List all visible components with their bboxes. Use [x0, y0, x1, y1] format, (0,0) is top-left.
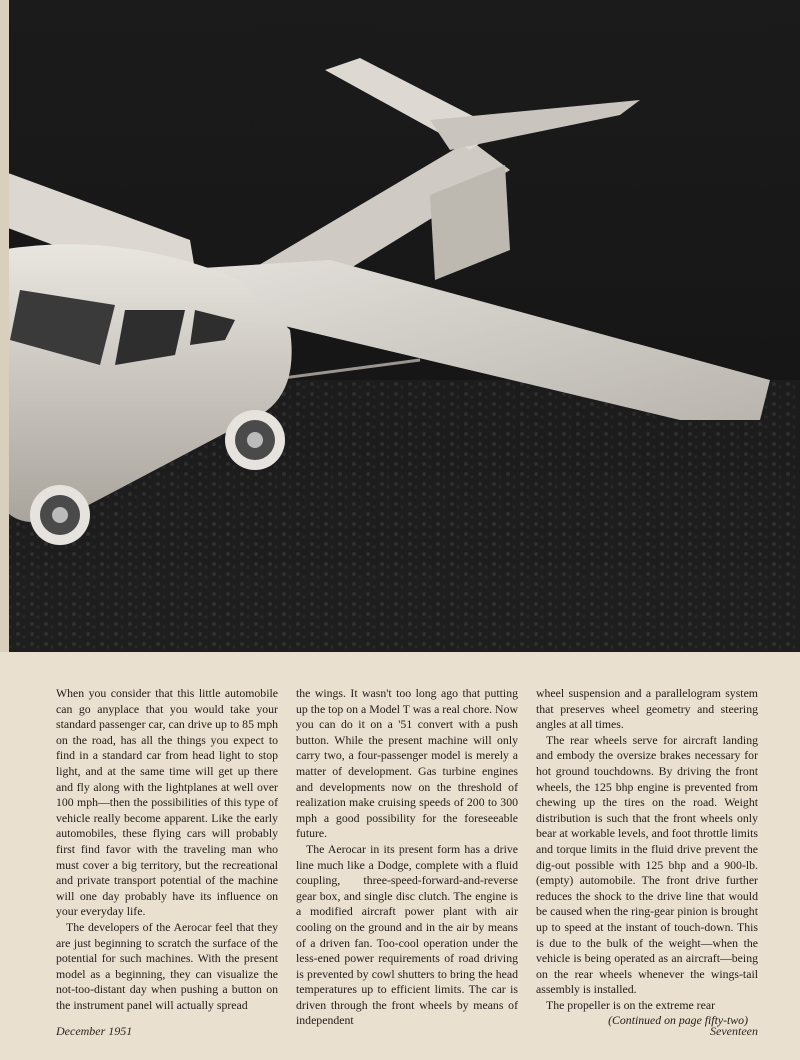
- issue-date: December 1951: [56, 1024, 133, 1038]
- paragraph: the wings. It wasn't too long ago that putting up the top on a Model T was a real chore. Now you can do it on a '51 convert with a push button. While the present machine will only carry two, a four-passenger model is merely a matter of development. Gas turbine engines and developments now on the threshold of realization make cruising speeds of 200 to 300 mph a good possibility for the foreseeable future.: [296, 686, 518, 841]
- paragraph: The Aerocar in its present form has a drive line much like a Dodge, complete with a fluid coupling, three-speed-forward-and-reverse gear box, and single disc clutch. The engine is a modified aircraft power plant with air cooling on the ground and in the air by means of a driven fan. Too-cool operation under the less-ened power requirements of road driving is prevented by cowl shutters to bring the head temperatures up to efficient limits. The car is driven through the front wheels by means of independent: [296, 841, 518, 1028]
- paragraph: wheel suspension and a parallelogram system that preserves wheel geometry and steering angles at all times.: [536, 686, 758, 732]
- paragraph: The developers of the Aerocar feel that they are just beginning to scratch the surface of the potential for such machines. With the present model as a beginning, they can visualize the not-too-distant day when pushing a button on the instrument panel will actually spread: [56, 919, 278, 1012]
- paragraph: When you consider that this little automobile can go anyplace that you would take your standard passenger car, can drive up to 85 mph on the road, has all the things you expect to find in a standard car from head light to stop light, and at the same time will get up there and fly along with the lightplanes at well over 100 mph—then the possibilities of this type of vehicle really become apparent. Like the early automobiles, these flying cars will probably first find favor with the traveling man who must cover a big territory, but the recreational and private transport potential of the machine will one day probably have its influence on your everyday life.: [56, 686, 278, 919]
- page-number: Seventeen: [710, 1024, 758, 1038]
- paragraph: The rear wheels serve for aircraft landing and embody the oversize brakes necessary for hot ground touchdowns. By driving the front wheels, the 125 bhp engine is prevented from chewing up the tires on the road. Weight distribution is such that the front wheels only bear at workable levels, and foot throttle limits and torque limits in the fluid drive prevent the dig-out possible with 125 bhp and a 900-lb. (empty) automobile. The front drive further reduces the shock to the drive line that would be caused when the ring-gear pinion is brought up to speed at the instant of touch-down. This is due to the bulk of the weight—when the vehicle is being operated as an aircraft—being on the rear wheels whenever the wings-tail assembly is installed.: [536, 732, 758, 997]
- continued-note: (Continued on page fifty-two): [608, 1013, 748, 1028]
- page-edge: [0, 0, 9, 652]
- article-column-2: [296, 686, 518, 1028]
- article-column-3: [536, 686, 758, 1028]
- page-footer: [56, 1024, 758, 1044]
- article-column-1: [56, 686, 278, 1012]
- article-body: [56, 686, 758, 1028]
- paragraph: The propeller is on the extreme rear: [546, 997, 716, 1012]
